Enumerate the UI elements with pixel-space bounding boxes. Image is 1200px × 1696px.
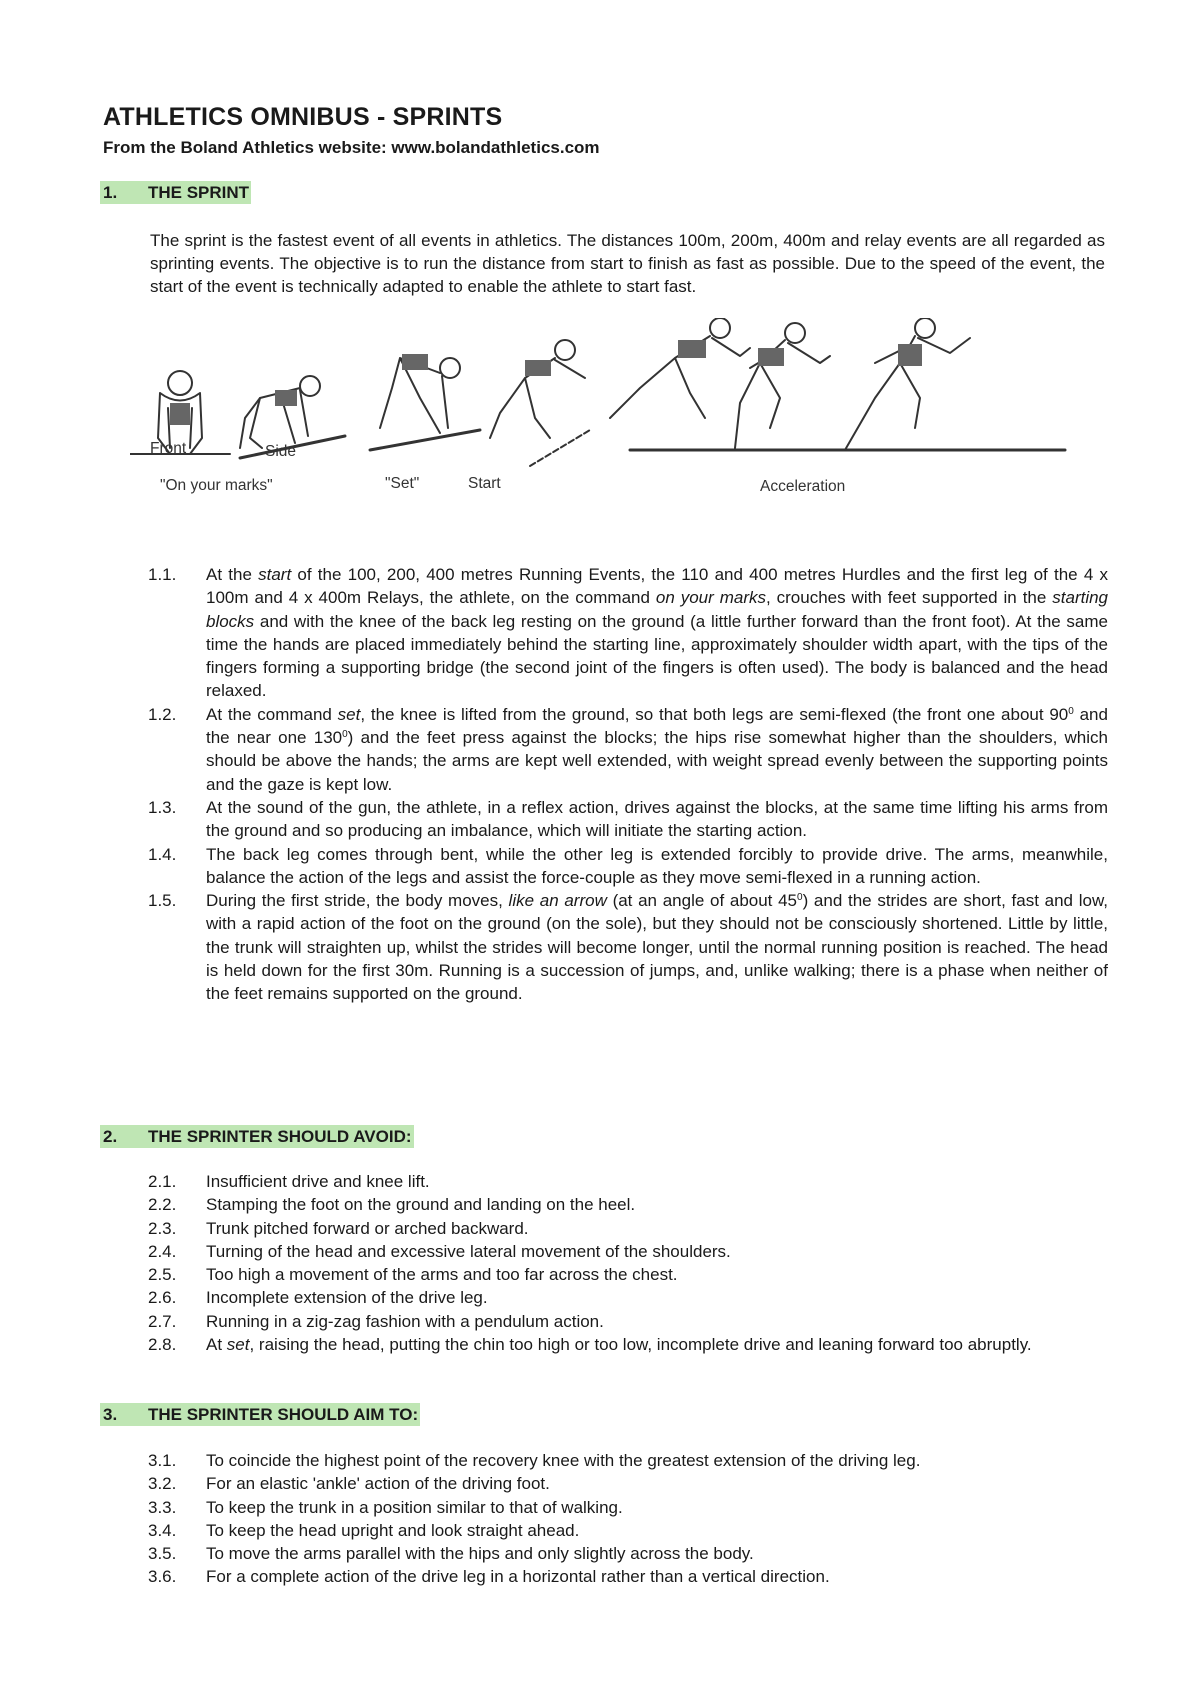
item-number: 1.1.: [148, 565, 177, 584]
document-title: ATHLETICS OMNIBUS - SPRINTS: [103, 103, 503, 131]
section-1-intro: The sprint is the fastest event of all events in athletics. The distances 100m, 200m, 400m and relay events are all regarded as sprinting events. The objective is to run the distance from start to finish as fast as possible. Due to the speed of the event, the start of the event is technically adapted to enable the athlete to start fast.: [150, 231, 1105, 297]
list-item: 1.3. At the sound of the gun, the athlete, in a reflex action, drives against the blocks, at the same time lifting his arms from the ground and so producing an imbalance, which will initiate the starting action.: [148, 797, 1108, 841]
figure-label-front: Front: [150, 440, 187, 457]
item-number: 1.2.: [148, 704, 177, 724]
list-item: 2.2. Stamping the foot on the ground and landing on the heel.: [148, 1195, 636, 1215]
keyword: set: [226, 1335, 250, 1355]
document-subtitle: From the Boland Athletics website: www.bolandathletics.com: [103, 138, 600, 157]
section-number: 1.: [103, 183, 118, 202]
section-number: 3.: [103, 1405, 118, 1424]
section-title: THE SPRINT: [148, 183, 250, 202]
keyword: like an arrow: [508, 891, 607, 911]
section-1-list: [148, 563, 1108, 1006]
list-item: 2.4. Turning of the head and excessive lateral movement of the shoulders.: [148, 1241, 731, 1261]
keyword: starting blocks: [206, 588, 1109, 631]
section-1-heading: [100, 181, 251, 204]
keyword: start: [258, 565, 292, 584]
degree-superscript: 0: [342, 729, 348, 741]
list-item: 3.2. For an elastic 'ankle' action of the driving foot.: [148, 1474, 550, 1494]
sprint-start-figure: [130, 318, 1070, 543]
list-item: 1.4. The back leg comes through bent, while the other leg is extended forcibly to provide drive. The arms, meanwhile, balance the action of the legs and assist the force-couple as they move semi-flexed in a running action.: [148, 844, 1108, 887]
figure-label-on-your-marks: "On your marks": [160, 477, 273, 494]
section-3-list: [148, 1449, 1108, 1589]
section-title: THE SPRINTER SHOULD AVOID:: [148, 1127, 412, 1146]
list-item: 2.8. At set, raising the head, putting the chin too high or too low, incomplete drive and leaning forward too abruptly.: [148, 1335, 1032, 1355]
figure-label-start: Start: [468, 475, 501, 492]
section-3-heading: [100, 1403, 420, 1426]
item-number: 1.4.: [148, 844, 177, 864]
item-number: 1.5.: [148, 891, 177, 911]
list-item: 2.6. Incomplete extension of the drive leg.: [148, 1288, 488, 1308]
keyword: set: [337, 704, 361, 724]
list-item: 1.5. During the first stride, the body moves, like an arrow (at an angle of about $45^0$) and the strides are short, fast and low, with a rapid action of the foot on the ground (on the sole), but they should not be consciously shortened. Little by little, the trunk will straighten up, whilst the strides will become longer, until the normal running position is reached. The head is held down for the first 30m. Running is a succession of jumps, and, unlike walking; there is a phase when neither of the feet remains supported on the ground.: [148, 891, 1109, 1004]
section-title: THE SPRINTER SHOULD AIM TO:: [148, 1405, 419, 1424]
section-2-list: [148, 1170, 1108, 1356]
section-number: 2.: [103, 1127, 118, 1146]
list-item: 3.5. To move the arms parallel with the hips and only slightly across the body.: [148, 1544, 754, 1564]
list-item: 3.4. To keep the head upright and look straight ahead.: [148, 1520, 580, 1540]
degree-superscript: 0: [1068, 705, 1074, 717]
list-item: 3.3. To keep the trunk in a position similar to that of walking.: [148, 1497, 623, 1517]
list-item: 2.7. Running in a zig-zag fashion with a pendulum action.: [148, 1311, 604, 1331]
list-item: 2.3. Trunk pitched forward or arched backward.: [148, 1218, 529, 1238]
list-item: 3.1. To coincide the highest point of the recovery knee with the greatest extension of the driving leg.: [148, 1451, 921, 1470]
list-item: 2.1. Insufficient drive and knee lift.: [148, 1172, 430, 1191]
list-item: 3.6. For a complete action of the drive leg in a horizontal rather than a vertical direction.: [148, 1567, 830, 1587]
figure-label-acceleration: Acceleration: [760, 478, 846, 495]
list-item: 1.2. At the command set, the knee is lifted from the ground, so that both legs are semi-flexed (the front one about $90^0$ and the near one $130^0$) and the feet press against the blocks; the hips rise somewhat higher than the shoulders, which should be above the hands; the arms are kept well extended, with weight spread evenly between the supporting points and the gaze is kept low.: [148, 704, 1108, 794]
sprint-phases-illustration: [130, 318, 1070, 543]
item-number: 1.3.: [148, 797, 177, 817]
figure-label-set: "Set": [385, 475, 420, 492]
list-item: 2.5. Too high a movement of the arms and too far across the chest.: [148, 1265, 678, 1285]
list-item: 1.1. At the start of the 100, 200, 400 metres Running Events, the 110 and 400 metres Hurdles and the first leg of the 4 x 100m and 4 x 400m Relays, the athlete, on the command on your marks, crouches with feet supported in the starting blocks and with the knee of the back leg resting on the ground (a little further forward than the front foot). At the same time the hands are placed immediately behind the starting line, approximately shoulder width apart, with the tips of the fingers forming a supporting bridge (the second joint of the fingers is often used). The body is balanced and the head relaxed.: [148, 565, 1109, 701]
degree-superscript: 0: [797, 892, 803, 904]
keyword: on your marks: [655, 588, 766, 608]
figure-label-side: Side: [265, 443, 297, 460]
section-2-heading: [100, 1125, 414, 1148]
